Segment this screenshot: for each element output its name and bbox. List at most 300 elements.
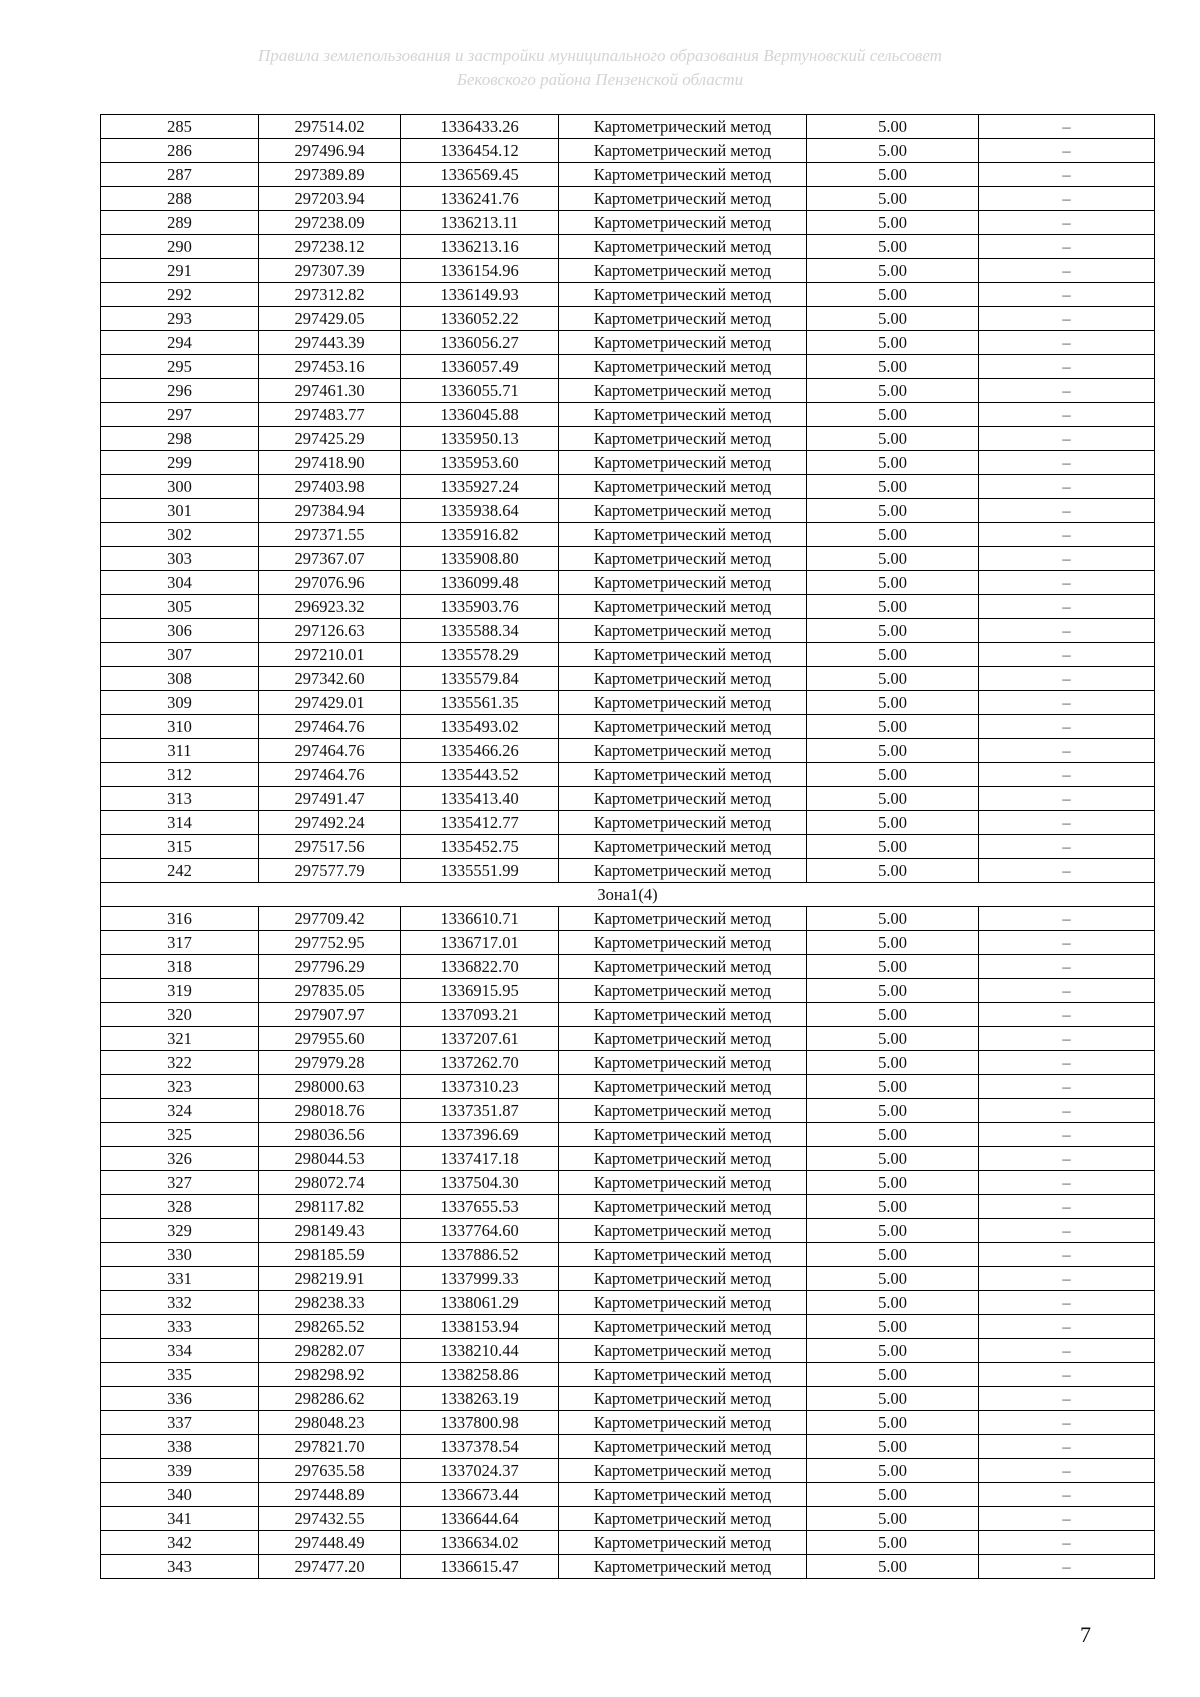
accuracy-cell: 5.00: [807, 931, 979, 955]
method-cell: Картометрический метод: [559, 691, 807, 715]
x-coordinate-cell: 297425.29: [259, 427, 401, 451]
accuracy-cell: 5.00: [807, 619, 979, 643]
point-number-cell: 340: [101, 1483, 259, 1507]
note-cell: –: [979, 787, 1155, 811]
y-coordinate-cell: 1335466.26: [401, 739, 559, 763]
table-row: [101, 979, 1155, 1003]
x-coordinate-cell: 298219.91: [259, 1267, 401, 1291]
method-cell: Картометрический метод: [559, 1267, 807, 1291]
note-cell: –: [979, 1363, 1155, 1387]
accuracy-cell: 5.00: [807, 1363, 979, 1387]
y-coordinate-cell: 1336099.48: [401, 571, 559, 595]
y-coordinate-cell: 1335927.24: [401, 475, 559, 499]
point-number-cell: 306: [101, 619, 259, 643]
point-number-cell: 298: [101, 427, 259, 451]
x-coordinate-cell: 298185.59: [259, 1243, 401, 1267]
accuracy-cell: 5.00: [807, 643, 979, 667]
method-cell: Картометрический метод: [559, 1459, 807, 1483]
point-number-cell: 339: [101, 1459, 259, 1483]
x-coordinate-cell: 297492.24: [259, 811, 401, 835]
y-coordinate-cell: 1335916.82: [401, 523, 559, 547]
accuracy-cell: 5.00: [807, 1219, 979, 1243]
x-coordinate-cell: 297126.63: [259, 619, 401, 643]
accuracy-cell: 5.00: [807, 955, 979, 979]
x-coordinate-cell: 298298.92: [259, 1363, 401, 1387]
x-coordinate-cell: 297312.82: [259, 283, 401, 307]
accuracy-cell: 5.00: [807, 1003, 979, 1027]
x-coordinate-cell: 297796.29: [259, 955, 401, 979]
point-number-cell: 299: [101, 451, 259, 475]
x-coordinate-cell: 297076.96: [259, 571, 401, 595]
accuracy-cell: 5.00: [807, 1147, 979, 1171]
point-number-cell: 312: [101, 763, 259, 787]
note-cell: –: [979, 1147, 1155, 1171]
table-row: [101, 859, 1155, 883]
note-cell: –: [979, 307, 1155, 331]
point-number-cell: 318: [101, 955, 259, 979]
accuracy-cell: 5.00: [807, 1459, 979, 1483]
x-coordinate-cell: 298044.53: [259, 1147, 401, 1171]
method-cell: Картометрический метод: [559, 403, 807, 427]
y-coordinate-cell: 1336615.47: [401, 1555, 559, 1579]
accuracy-cell: 5.00: [807, 1387, 979, 1411]
method-cell: Картометрический метод: [559, 595, 807, 619]
table-row: [101, 619, 1155, 643]
x-coordinate-cell: 297448.49: [259, 1531, 401, 1555]
y-coordinate-cell: 1336154.96: [401, 259, 559, 283]
table-row: [101, 1051, 1155, 1075]
y-coordinate-cell: 1335908.80: [401, 547, 559, 571]
method-cell: Картометрический метод: [559, 907, 807, 931]
table-row: [101, 787, 1155, 811]
x-coordinate-cell: 297371.55: [259, 523, 401, 547]
accuracy-cell: 5.00: [807, 715, 979, 739]
point-number-cell: 330: [101, 1243, 259, 1267]
note-cell: –: [979, 859, 1155, 883]
accuracy-cell: 5.00: [807, 1531, 979, 1555]
y-coordinate-cell: 1337999.33: [401, 1267, 559, 1291]
method-cell: Картометрический метод: [559, 1075, 807, 1099]
x-coordinate-cell: 297464.76: [259, 715, 401, 739]
note-cell: –: [979, 1531, 1155, 1555]
note-cell: –: [979, 1219, 1155, 1243]
accuracy-cell: 5.00: [807, 1099, 979, 1123]
point-number-cell: 287: [101, 163, 259, 187]
y-coordinate-cell: 1336241.76: [401, 187, 559, 211]
y-coordinate-cell: 1336673.44: [401, 1483, 559, 1507]
table-row: [101, 1555, 1155, 1579]
method-cell: Картометрический метод: [559, 547, 807, 571]
y-coordinate-cell: 1337655.53: [401, 1195, 559, 1219]
table-row: [101, 115, 1155, 139]
y-coordinate-cell: 1336915.95: [401, 979, 559, 1003]
note-cell: –: [979, 763, 1155, 787]
accuracy-cell: 5.00: [807, 1315, 979, 1339]
accuracy-cell: 5.00: [807, 907, 979, 931]
accuracy-cell: 5.00: [807, 763, 979, 787]
point-number-cell: 324: [101, 1099, 259, 1123]
x-coordinate-cell: 297384.94: [259, 499, 401, 523]
note-cell: –: [979, 739, 1155, 763]
note-cell: –: [979, 1315, 1155, 1339]
table-row: [101, 595, 1155, 619]
table-row: [101, 1243, 1155, 1267]
y-coordinate-cell: 1336213.16: [401, 235, 559, 259]
x-coordinate-cell: 297517.56: [259, 835, 401, 859]
y-coordinate-cell: 1335938.64: [401, 499, 559, 523]
accuracy-cell: 5.00: [807, 739, 979, 763]
y-coordinate-cell: 1335561.35: [401, 691, 559, 715]
table-row: [101, 835, 1155, 859]
note-cell: –: [979, 1171, 1155, 1195]
note-cell: –: [979, 259, 1155, 283]
table-row: [101, 235, 1155, 259]
method-cell: Картометрический метод: [559, 379, 807, 403]
x-coordinate-cell: 298036.56: [259, 1123, 401, 1147]
table-row: [101, 163, 1155, 187]
x-coordinate-cell: 297453.16: [259, 355, 401, 379]
point-number-cell: 307: [101, 643, 259, 667]
table-row: [101, 1387, 1155, 1411]
note-cell: –: [979, 1483, 1155, 1507]
point-number-cell: 320: [101, 1003, 259, 1027]
accuracy-cell: 5.00: [807, 595, 979, 619]
x-coordinate-cell: 298000.63: [259, 1075, 401, 1099]
note-cell: –: [979, 547, 1155, 571]
note-cell: –: [979, 523, 1155, 547]
note-cell: –: [979, 283, 1155, 307]
y-coordinate-cell: 1337504.30: [401, 1171, 559, 1195]
table-row: [101, 955, 1155, 979]
table-row: [101, 187, 1155, 211]
x-coordinate-cell: 298018.76: [259, 1099, 401, 1123]
note-cell: –: [979, 235, 1155, 259]
accuracy-cell: 5.00: [807, 1171, 979, 1195]
method-cell: Картометрический метод: [559, 1483, 807, 1507]
table-row: [101, 403, 1155, 427]
x-coordinate-cell: 297342.60: [259, 667, 401, 691]
note-cell: –: [979, 691, 1155, 715]
x-coordinate-cell: 297496.94: [259, 139, 401, 163]
method-cell: Картометрический метод: [559, 1291, 807, 1315]
x-coordinate-cell: 297907.97: [259, 1003, 401, 1027]
method-cell: Картометрический метод: [559, 1387, 807, 1411]
table-row: [101, 1219, 1155, 1243]
y-coordinate-cell: 1337024.37: [401, 1459, 559, 1483]
accuracy-cell: 5.00: [807, 547, 979, 571]
table-row: [101, 1435, 1155, 1459]
method-cell: Картометрический метод: [559, 1339, 807, 1363]
accuracy-cell: 5.00: [807, 259, 979, 283]
accuracy-cell: 5.00: [807, 1435, 979, 1459]
y-coordinate-cell: 1335579.84: [401, 667, 559, 691]
accuracy-cell: 5.00: [807, 1411, 979, 1435]
accuracy-cell: 5.00: [807, 403, 979, 427]
method-cell: Картометрический метод: [559, 499, 807, 523]
y-coordinate-cell: 1337378.54: [401, 1435, 559, 1459]
table-row: [101, 379, 1155, 403]
point-number-cell: 286: [101, 139, 259, 163]
method-cell: Картометрический метод: [559, 955, 807, 979]
method-cell: Картометрический метод: [559, 979, 807, 1003]
header-line-2: Бековского района Пензенской области: [456, 70, 744, 89]
accuracy-cell: 5.00: [807, 523, 979, 547]
method-cell: Картометрический метод: [559, 1003, 807, 1027]
note-cell: –: [979, 451, 1155, 475]
point-number-cell: 303: [101, 547, 259, 571]
x-coordinate-cell: 298048.23: [259, 1411, 401, 1435]
y-coordinate-cell: 1338061.29: [401, 1291, 559, 1315]
x-coordinate-cell: 297709.42: [259, 907, 401, 931]
accuracy-cell: 5.00: [807, 1195, 979, 1219]
method-cell: Картометрический метод: [559, 1363, 807, 1387]
method-cell: Картометрический метод: [559, 667, 807, 691]
point-number-cell: 293: [101, 307, 259, 331]
point-number-cell: 290: [101, 235, 259, 259]
point-number-cell: 341: [101, 1507, 259, 1531]
method-cell: Картометрический метод: [559, 1411, 807, 1435]
note-cell: –: [979, 1075, 1155, 1099]
x-coordinate-cell: 297418.90: [259, 451, 401, 475]
note-cell: –: [979, 715, 1155, 739]
method-cell: Картометрический метод: [559, 1171, 807, 1195]
method-cell: Картометрический метод: [559, 619, 807, 643]
x-coordinate-cell: 297448.89: [259, 1483, 401, 1507]
method-cell: Картометрический метод: [559, 235, 807, 259]
y-coordinate-cell: 1337417.18: [401, 1147, 559, 1171]
method-cell: Картометрический метод: [559, 475, 807, 499]
method-cell: Картометрический метод: [559, 1051, 807, 1075]
accuracy-cell: 5.00: [807, 1051, 979, 1075]
x-coordinate-cell: 297203.94: [259, 187, 401, 211]
note-cell: –: [979, 379, 1155, 403]
table-row: [101, 643, 1155, 667]
table-row: [101, 1099, 1155, 1123]
point-number-cell: 294: [101, 331, 259, 355]
point-number-cell: 314: [101, 811, 259, 835]
accuracy-cell: 5.00: [807, 283, 979, 307]
running-header: [0, 44, 1200, 92]
method-cell: Картометрический метод: [559, 1531, 807, 1555]
y-coordinate-cell: 1338153.94: [401, 1315, 559, 1339]
point-number-cell: 288: [101, 187, 259, 211]
method-cell: Картометрический метод: [559, 643, 807, 667]
table-row: [101, 1003, 1155, 1027]
table-row: [101, 571, 1155, 595]
point-number-cell: 322: [101, 1051, 259, 1075]
accuracy-cell: 5.00: [807, 451, 979, 475]
x-coordinate-cell: 297477.20: [259, 1555, 401, 1579]
method-cell: Картометрический метод: [559, 787, 807, 811]
x-coordinate-cell: 298149.43: [259, 1219, 401, 1243]
accuracy-cell: 5.00: [807, 499, 979, 523]
table-row: [101, 547, 1155, 571]
x-coordinate-cell: 298238.33: [259, 1291, 401, 1315]
coordinates-table: [100, 114, 1155, 1579]
point-number-cell: 327: [101, 1171, 259, 1195]
note-cell: –: [979, 1507, 1155, 1531]
y-coordinate-cell: 1336052.22: [401, 307, 559, 331]
method-cell: Картометрический метод: [559, 211, 807, 235]
note-cell: –: [979, 187, 1155, 211]
note-cell: –: [979, 427, 1155, 451]
accuracy-cell: 5.00: [807, 979, 979, 1003]
table-row: [101, 1291, 1155, 1315]
note-cell: –: [979, 1387, 1155, 1411]
y-coordinate-cell: 1335551.99: [401, 859, 559, 883]
accuracy-cell: 5.00: [807, 355, 979, 379]
point-number-cell: 289: [101, 211, 259, 235]
method-cell: Картометрический метод: [559, 1243, 807, 1267]
x-coordinate-cell: 297238.09: [259, 211, 401, 235]
x-coordinate-cell: 297367.07: [259, 547, 401, 571]
point-number-cell: 328: [101, 1195, 259, 1219]
accuracy-cell: 5.00: [807, 427, 979, 451]
x-coordinate-cell: 298286.62: [259, 1387, 401, 1411]
table-row: [101, 1507, 1155, 1531]
note-cell: –: [979, 1435, 1155, 1459]
note-cell: –: [979, 571, 1155, 595]
point-number-cell: 311: [101, 739, 259, 763]
y-coordinate-cell: 1335412.77: [401, 811, 559, 835]
y-coordinate-cell: 1337396.69: [401, 1123, 559, 1147]
table-row: [101, 715, 1155, 739]
method-cell: Картометрический метод: [559, 355, 807, 379]
accuracy-cell: 5.00: [807, 1243, 979, 1267]
accuracy-cell: 5.00: [807, 691, 979, 715]
method-cell: Картометрический метод: [559, 1147, 807, 1171]
accuracy-cell: 5.00: [807, 139, 979, 163]
table-row: [101, 427, 1155, 451]
point-number-cell: 334: [101, 1339, 259, 1363]
point-number-cell: 296: [101, 379, 259, 403]
accuracy-cell: 5.00: [807, 163, 979, 187]
accuracy-cell: 5.00: [807, 859, 979, 883]
x-coordinate-cell: 297835.05: [259, 979, 401, 1003]
method-cell: Картометрический метод: [559, 1099, 807, 1123]
table-row: [101, 1459, 1155, 1483]
point-number-cell: 300: [101, 475, 259, 499]
y-coordinate-cell: 1337886.52: [401, 1243, 559, 1267]
accuracy-cell: 5.00: [807, 1075, 979, 1099]
point-number-cell: 337: [101, 1411, 259, 1435]
point-number-cell: 291: [101, 259, 259, 283]
note-cell: –: [979, 139, 1155, 163]
y-coordinate-cell: 1338210.44: [401, 1339, 559, 1363]
y-coordinate-cell: 1336057.49: [401, 355, 559, 379]
y-coordinate-cell: 1335953.60: [401, 451, 559, 475]
note-cell: –: [979, 211, 1155, 235]
accuracy-cell: 5.00: [807, 235, 979, 259]
accuracy-cell: 5.00: [807, 811, 979, 835]
y-coordinate-cell: 1337800.98: [401, 1411, 559, 1435]
x-coordinate-cell: 297577.79: [259, 859, 401, 883]
y-coordinate-cell: 1336610.71: [401, 907, 559, 931]
table-row: [101, 1075, 1155, 1099]
table-row: [101, 667, 1155, 691]
x-coordinate-cell: 297483.77: [259, 403, 401, 427]
point-number-cell: 301: [101, 499, 259, 523]
table-row: [101, 811, 1155, 835]
accuracy-cell: 5.00: [807, 115, 979, 139]
note-cell: –: [979, 1267, 1155, 1291]
table-row: [101, 523, 1155, 547]
y-coordinate-cell: 1335493.02: [401, 715, 559, 739]
x-coordinate-cell: 297514.02: [259, 115, 401, 139]
accuracy-cell: 5.00: [807, 331, 979, 355]
x-coordinate-cell: 297464.76: [259, 763, 401, 787]
note-cell: –: [979, 667, 1155, 691]
x-coordinate-cell: 297443.39: [259, 331, 401, 355]
table-row: [101, 355, 1155, 379]
y-coordinate-cell: 1338263.19: [401, 1387, 559, 1411]
note-cell: –: [979, 835, 1155, 859]
y-coordinate-cell: 1336569.45: [401, 163, 559, 187]
accuracy-cell: 5.00: [807, 787, 979, 811]
x-coordinate-cell: 298282.07: [259, 1339, 401, 1363]
y-coordinate-cell: 1338258.86: [401, 1363, 559, 1387]
accuracy-cell: 5.00: [807, 187, 979, 211]
method-cell: Картометрический метод: [559, 931, 807, 955]
note-cell: –: [979, 931, 1155, 955]
x-coordinate-cell: 297821.70: [259, 1435, 401, 1459]
x-coordinate-cell: 297429.05: [259, 307, 401, 331]
point-number-cell: 329: [101, 1219, 259, 1243]
x-coordinate-cell: 296923.32: [259, 595, 401, 619]
section-row: [101, 883, 1155, 907]
note-cell: –: [979, 1099, 1155, 1123]
accuracy-cell: 5.00: [807, 835, 979, 859]
accuracy-cell: 5.00: [807, 307, 979, 331]
x-coordinate-cell: 297491.47: [259, 787, 401, 811]
note-cell: –: [979, 979, 1155, 1003]
x-coordinate-cell: 298117.82: [259, 1195, 401, 1219]
accuracy-cell: 5.00: [807, 667, 979, 691]
note-cell: –: [979, 1027, 1155, 1051]
note-cell: –: [979, 115, 1155, 139]
method-cell: Картометрический метод: [559, 715, 807, 739]
note-cell: –: [979, 1243, 1155, 1267]
point-number-cell: 331: [101, 1267, 259, 1291]
table-row: [101, 1483, 1155, 1507]
method-cell: Картометрический метод: [559, 763, 807, 787]
method-cell: Картометрический метод: [559, 139, 807, 163]
y-coordinate-cell: 1337764.60: [401, 1219, 559, 1243]
y-coordinate-cell: 1337351.87: [401, 1099, 559, 1123]
method-cell: Картометрический метод: [559, 523, 807, 547]
x-coordinate-cell: 297389.89: [259, 163, 401, 187]
point-number-cell: 325: [101, 1123, 259, 1147]
x-coordinate-cell: 297635.58: [259, 1459, 401, 1483]
header-line-1: Правила землепользования и застройки муниципального образования Вертуновский сельсовет: [258, 46, 942, 65]
x-coordinate-cell: 297307.39: [259, 259, 401, 283]
table-row: [101, 307, 1155, 331]
y-coordinate-cell: 1337262.70: [401, 1051, 559, 1075]
accuracy-cell: 5.00: [807, 1027, 979, 1051]
x-coordinate-cell: 297464.76: [259, 739, 401, 763]
table-row: [101, 763, 1155, 787]
point-number-cell: 302: [101, 523, 259, 547]
note-cell: –: [979, 1411, 1155, 1435]
note-cell: –: [979, 619, 1155, 643]
table-row: [101, 1123, 1155, 1147]
x-coordinate-cell: 297429.01: [259, 691, 401, 715]
point-number-cell: 342: [101, 1531, 259, 1555]
table-row: [101, 211, 1155, 235]
table-row: [101, 1531, 1155, 1555]
note-cell: –: [979, 1291, 1155, 1315]
note-cell: –: [979, 1339, 1155, 1363]
